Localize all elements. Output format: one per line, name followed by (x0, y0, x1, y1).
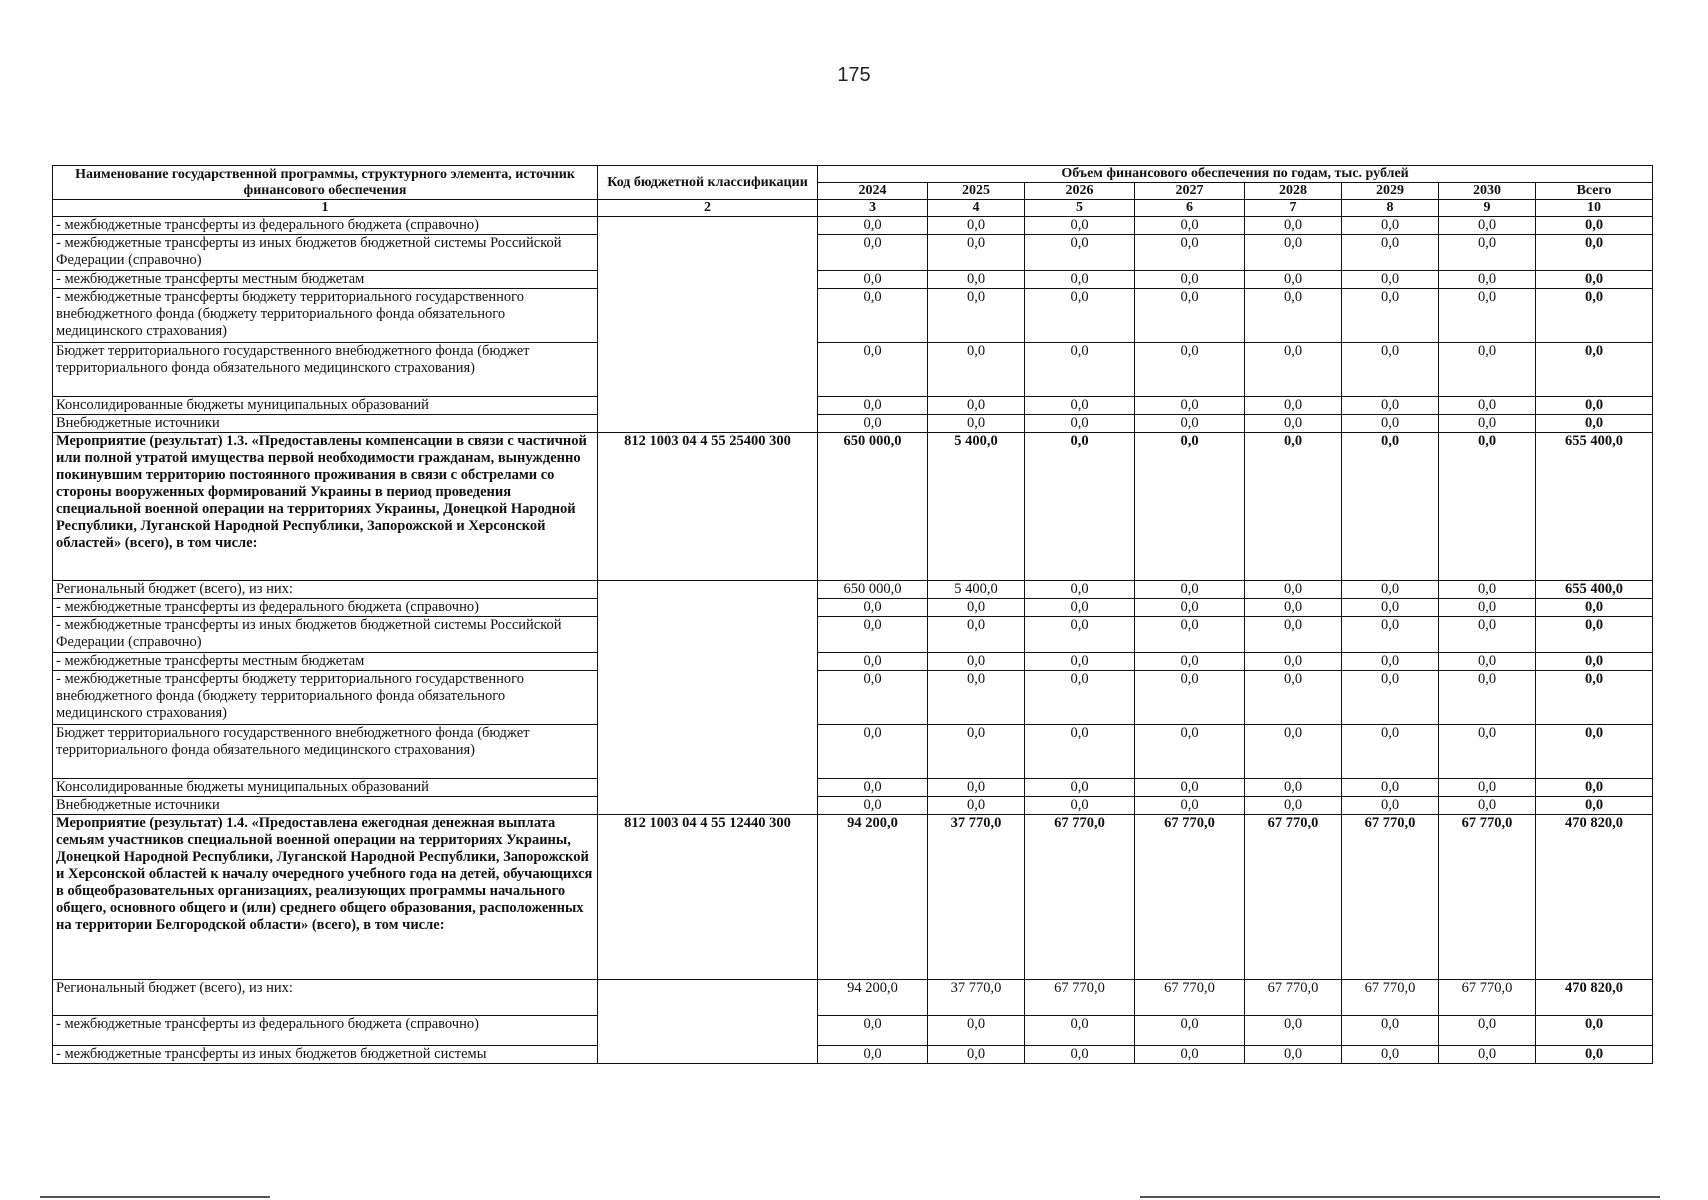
row-year-value: 0,0 (1439, 779, 1536, 797)
row-year-value: 0,0 (1135, 725, 1245, 779)
row-year-value: 0,0 (1342, 289, 1439, 343)
empty-code-cell (598, 581, 818, 815)
row-year-value: 0,0 (1439, 289, 1536, 343)
row-year-value: 0,0 (928, 1016, 1025, 1046)
row-year-value: 5 400,0 (928, 433, 1025, 581)
row-year-value: 0,0 (1135, 599, 1245, 617)
row-year-value: 0,0 (1439, 415, 1536, 433)
row-year-value: 94 200,0 (818, 980, 928, 1016)
header-year: 2028 (1245, 183, 1342, 200)
row-year-value: 0,0 (928, 289, 1025, 343)
table-row (53, 1046, 1653, 1064)
row-year-value: 0,0 (1025, 617, 1135, 653)
row-year-value: 67 770,0 (1342, 980, 1439, 1016)
row-year-value: 0,0 (1245, 343, 1342, 397)
row-year-value: 0,0 (1342, 725, 1439, 779)
row-name: - межбюджетные трансферты из иных бюджетов бюджетной системы Российской Федерации (справочно) (53, 235, 598, 271)
scan-artifact-left (40, 1196, 270, 1198)
row-total-value: 470 820,0 (1536, 980, 1653, 1016)
row-year-value: 0,0 (1245, 1016, 1342, 1046)
row-total-value: 0,0 (1536, 217, 1653, 235)
empty-code-cell (598, 217, 818, 433)
row-name: - межбюджетные трансферты из иных бюджетов бюджетной системы (53, 1046, 598, 1064)
row-year-value: 0,0 (928, 617, 1025, 653)
row-year-value: 0,0 (1135, 235, 1245, 271)
row-year-value: 67 770,0 (1135, 815, 1245, 980)
row-year-value: 0,0 (1135, 271, 1245, 289)
column-index: 2 (598, 200, 818, 217)
row-year-value: 0,0 (1342, 797, 1439, 815)
row-year-value: 67 770,0 (1025, 815, 1135, 980)
row-year-value: 0,0 (818, 271, 928, 289)
row-name: - межбюджетные трансферты местным бюджетам (53, 271, 598, 289)
row-year-value: 0,0 (1245, 797, 1342, 815)
row-year-value: 94 200,0 (818, 815, 928, 980)
row-year-value: 0,0 (1135, 581, 1245, 599)
row-year-value: 0,0 (1342, 653, 1439, 671)
row-year-value: 0,0 (1245, 779, 1342, 797)
row-year-value: 0,0 (1135, 1046, 1245, 1064)
row-year-value: 0,0 (928, 271, 1025, 289)
row-year-value: 0,0 (1135, 653, 1245, 671)
row-year-value: 0,0 (1439, 235, 1536, 271)
row-year-value: 0,0 (1135, 779, 1245, 797)
row-name: Консолидированные бюджеты муниципальных образований (53, 397, 598, 415)
row-year-value: 0,0 (1025, 397, 1135, 415)
row-total-value: 0,0 (1536, 415, 1653, 433)
row-name: Региональный бюджет (всего), из них: (53, 581, 598, 599)
row-year-value: 0,0 (818, 725, 928, 779)
row-year-value: 0,0 (928, 671, 1025, 725)
table-row (53, 725, 1653, 779)
row-year-value: 0,0 (1342, 235, 1439, 271)
row-year-value: 67 770,0 (1245, 980, 1342, 1016)
row-year-value: 0,0 (1245, 671, 1342, 725)
row-total-value: 0,0 (1536, 235, 1653, 271)
row-year-value: 0,0 (818, 235, 928, 271)
row-year-value: 0,0 (928, 415, 1025, 433)
header-year: 2024 (818, 183, 928, 200)
row-year-value: 650 000,0 (818, 581, 928, 599)
row-year-value: 0,0 (1342, 343, 1439, 397)
row-year-value: 67 770,0 (1439, 980, 1536, 1016)
row-year-value: 0,0 (818, 653, 928, 671)
row-name: - межбюджетные трансферты бюджету территориального государственного внебюджетного фонда (бюджету территориального фонда обязательного медицинского страхования) (53, 671, 598, 725)
row-year-value: 0,0 (1439, 581, 1536, 599)
column-index: 9 (1439, 200, 1536, 217)
table-row (53, 797, 1653, 815)
row-year-value: 0,0 (928, 779, 1025, 797)
row-name: Мероприятие (результат) 1.3. «Предоставлены компенсации в связи с частичной или полной утратой имущества первой необходимости гражданам, вынужденно покинувшим территорию постоянного проживания в связи с обстрелами со стороны вооруженных формирований Украины в период проведения специальной военной операции на территориях Украины, Донецкой Народной Республики, Луганской Народной Республики, Запорожской и Херсонской областей» (всего), в том числе: (53, 433, 598, 581)
row-year-value: 0,0 (1342, 671, 1439, 725)
row-year-value: 0,0 (1439, 217, 1536, 235)
header-name-column: Наименование государственной программы, структурного элемента, источник финансового обеспечения (53, 166, 598, 200)
row-year-value: 0,0 (928, 397, 1025, 415)
row-budget-code: 812 1003 04 4 55 12440 300 (598, 815, 818, 980)
table-row (53, 1016, 1653, 1046)
table-row (53, 617, 1653, 653)
row-year-value: 0,0 (1025, 725, 1135, 779)
financing-table (52, 165, 1653, 1064)
row-year-value: 0,0 (1439, 725, 1536, 779)
row-year-value: 0,0 (1135, 1016, 1245, 1046)
table-row (53, 415, 1653, 433)
row-year-value: 0,0 (1342, 617, 1439, 653)
header-year: 2030 (1439, 183, 1536, 200)
row-year-value: 0,0 (1439, 653, 1536, 671)
row-year-value: 0,0 (1439, 271, 1536, 289)
table-row (53, 671, 1653, 725)
table-header (53, 166, 1653, 217)
row-year-value: 0,0 (818, 217, 928, 235)
row-total-value: 0,0 (1536, 797, 1653, 815)
table-row (53, 289, 1653, 343)
row-year-value: 5 400,0 (928, 581, 1025, 599)
row-name: Внебюджетные источники (53, 415, 598, 433)
table-row (53, 599, 1653, 617)
row-year-value: 0,0 (1439, 343, 1536, 397)
row-year-value: 0,0 (1439, 1016, 1536, 1046)
row-year-value: 0,0 (1025, 1016, 1135, 1046)
row-year-value: 0,0 (818, 1016, 928, 1046)
row-year-value: 0,0 (818, 797, 928, 815)
row-year-value: 0,0 (1135, 433, 1245, 581)
table-row-activity (53, 815, 1653, 980)
row-year-value: 0,0 (818, 415, 928, 433)
row-year-value: 0,0 (1025, 671, 1135, 725)
row-year-value: 67 770,0 (1342, 815, 1439, 980)
row-name: - межбюджетные трансферты из иных бюджетов бюджетной системы Российской Федерации (справочно) (53, 617, 598, 653)
row-year-value: 0,0 (1245, 433, 1342, 581)
row-name: - межбюджетные трансферты бюджету территориального государственного внебюджетного фонда (бюджету территориального фонда обязательного медицинского страхования) (53, 289, 598, 343)
row-year-value: 0,0 (1245, 599, 1342, 617)
column-index: 8 (1342, 200, 1439, 217)
row-year-value: 67 770,0 (1245, 815, 1342, 980)
row-year-value: 0,0 (928, 235, 1025, 271)
row-year-value: 0,0 (1025, 1046, 1135, 1064)
table-row (53, 217, 1653, 235)
row-year-value: 0,0 (1135, 343, 1245, 397)
row-year-value: 0,0 (928, 343, 1025, 397)
row-year-value: 0,0 (1245, 1046, 1342, 1064)
row-year-value: 0,0 (1439, 1046, 1536, 1064)
empty-code-cell (598, 980, 818, 1064)
row-year-value: 0,0 (1135, 797, 1245, 815)
row-year-value: 37 770,0 (928, 980, 1025, 1016)
row-year-value: 0,0 (1025, 599, 1135, 617)
row-year-value: 0,0 (1439, 671, 1536, 725)
row-year-value: 0,0 (818, 397, 928, 415)
column-index: 1 (53, 200, 598, 217)
row-year-value: 0,0 (1025, 415, 1135, 433)
row-year-value: 0,0 (1245, 289, 1342, 343)
row-year-value: 0,0 (1245, 617, 1342, 653)
row-year-value: 0,0 (1135, 617, 1245, 653)
row-year-value: 0,0 (1439, 797, 1536, 815)
row-year-value: 0,0 (1025, 797, 1135, 815)
row-year-value: 0,0 (818, 343, 928, 397)
row-year-value: 0,0 (1245, 581, 1342, 599)
row-total-value: 0,0 (1536, 725, 1653, 779)
row-year-value: 0,0 (1245, 397, 1342, 415)
row-total-value: 0,0 (1536, 779, 1653, 797)
row-year-value: 0,0 (1245, 653, 1342, 671)
table-row (53, 779, 1653, 797)
row-year-value: 0,0 (1342, 1046, 1439, 1064)
table-row (53, 235, 1653, 271)
table-row (53, 343, 1653, 397)
row-year-value: 0,0 (1025, 289, 1135, 343)
row-year-value: 0,0 (1342, 599, 1439, 617)
row-year-value: 0,0 (818, 1046, 928, 1064)
row-name: Внебюджетные источники (53, 797, 598, 815)
row-year-value: 0,0 (1135, 397, 1245, 415)
table-row (53, 581, 1653, 599)
table-row (53, 653, 1653, 671)
table-row-activity (53, 433, 1653, 581)
row-year-value: 0,0 (1342, 217, 1439, 235)
header-total: Всего (1536, 183, 1653, 200)
row-year-value: 67 770,0 (1135, 980, 1245, 1016)
header-year: 2025 (928, 183, 1025, 200)
row-total-value: 655 400,0 (1536, 433, 1653, 581)
row-year-value: 67 770,0 (1439, 815, 1536, 980)
row-year-value: 37 770,0 (928, 815, 1025, 980)
row-year-value: 0,0 (818, 671, 928, 725)
row-year-value: 67 770,0 (1025, 980, 1135, 1016)
row-name: Консолидированные бюджеты муниципальных образований (53, 779, 598, 797)
table-row (53, 271, 1653, 289)
row-year-value: 0,0 (1025, 653, 1135, 671)
row-year-value: 0,0 (818, 599, 928, 617)
row-total-value: 0,0 (1536, 343, 1653, 397)
row-year-value: 0,0 (1342, 779, 1439, 797)
header-code-column: Код бюджетной классификации (598, 166, 818, 200)
column-index: 5 (1025, 200, 1135, 217)
row-total-value: 0,0 (1536, 617, 1653, 653)
row-year-value: 0,0 (1135, 415, 1245, 433)
row-year-value: 0,0 (1245, 217, 1342, 235)
row-year-value: 0,0 (818, 779, 928, 797)
header-year: 2026 (1025, 183, 1135, 200)
row-year-value: 0,0 (1342, 397, 1439, 415)
row-year-value: 0,0 (1025, 271, 1135, 289)
page-number: 175 (837, 64, 871, 86)
row-total-value: 0,0 (1536, 653, 1653, 671)
row-total-value: 0,0 (1536, 671, 1653, 725)
row-year-value: 0,0 (1439, 397, 1536, 415)
row-name: Мероприятие (результат) 1.4. «Предоставлена ежегодная денежная выплата семьям участников специальной военной операции на территориях Украины, Донецкой Народной Республики, Луганской Народной Республики, Запорожской и Херсонской областей к началу очередного учебного года на детей, обучающихся в общеобразовательных организациях, реализующих программы начального общего, основного общего и (или) среднего общего образования, расположенных на территории Белгородской области» (всего), в том числе: (53, 815, 598, 980)
row-total-value: 470 820,0 (1536, 815, 1653, 980)
row-name: Бюджет территориального государственного внебюджетного фонда (бюджет территориального фонда обязательного медицинского страхования) (53, 725, 598, 779)
row-year-value: 0,0 (1245, 271, 1342, 289)
row-total-value: 655 400,0 (1536, 581, 1653, 599)
row-year-value: 0,0 (1245, 415, 1342, 433)
column-index: 10 (1536, 200, 1653, 217)
row-year-value: 0,0 (1135, 217, 1245, 235)
row-year-value: 0,0 (928, 1046, 1025, 1064)
row-total-value: 0,0 (1536, 599, 1653, 617)
row-year-value: 0,0 (1025, 343, 1135, 397)
column-index: 7 (1245, 200, 1342, 217)
row-name: - межбюджетные трансферты из федерального бюджета (справочно) (53, 599, 598, 617)
row-year-value: 0,0 (1245, 725, 1342, 779)
row-year-value: 0,0 (1342, 581, 1439, 599)
row-year-value: 0,0 (818, 289, 928, 343)
row-year-value: 0,0 (1439, 433, 1536, 581)
header-year: 2029 (1342, 183, 1439, 200)
row-year-value: 0,0 (1245, 235, 1342, 271)
row-year-value: 0,0 (1342, 1016, 1439, 1046)
row-year-value: 0,0 (1025, 779, 1135, 797)
row-total-value: 0,0 (1536, 289, 1653, 343)
row-year-value: 0,0 (1025, 433, 1135, 581)
row-year-value: 0,0 (1025, 235, 1135, 271)
row-name: - межбюджетные трансферты из федерального бюджета (справочно) (53, 217, 598, 235)
row-total-value: 0,0 (1536, 1016, 1653, 1046)
row-year-value: 0,0 (1025, 581, 1135, 599)
row-year-value: 0,0 (928, 797, 1025, 815)
row-name: - межбюджетные трансферты местным бюджетам (53, 653, 598, 671)
row-year-value: 0,0 (1025, 217, 1135, 235)
row-year-value: 0,0 (1135, 289, 1245, 343)
row-total-value: 0,0 (1536, 397, 1653, 415)
row-year-value: 0,0 (928, 725, 1025, 779)
table-body (53, 217, 1653, 1064)
row-year-value: 0,0 (1342, 433, 1439, 581)
row-name: Бюджет территориального государственного внебюджетного фонда (бюджет территориального фонда обязательного медицинского страхования) (53, 343, 598, 397)
table-row (53, 397, 1653, 415)
row-year-value: 0,0 (1439, 617, 1536, 653)
table-row (53, 980, 1653, 1016)
row-year-value: 650 000,0 (818, 433, 928, 581)
row-total-value: 0,0 (1536, 1046, 1653, 1064)
column-index: 4 (928, 200, 1025, 217)
row-year-value: 0,0 (1439, 599, 1536, 617)
column-index: 3 (818, 200, 928, 217)
row-budget-code: 812 1003 04 4 55 25400 300 (598, 433, 818, 581)
header-year: 2027 (1135, 183, 1245, 200)
row-total-value: 0,0 (1536, 271, 1653, 289)
row-name: Региональный бюджет (всего), из них: (53, 980, 598, 1016)
row-name: - межбюджетные трансферты из федерального бюджета (справочно) (53, 1016, 598, 1046)
row-year-value: 0,0 (1342, 415, 1439, 433)
row-year-value: 0,0 (818, 617, 928, 653)
row-year-value: 0,0 (928, 599, 1025, 617)
row-year-value: 0,0 (1342, 271, 1439, 289)
header-volume-column: Объем финансового обеспечения по годам, тыс. рублей (818, 166, 1653, 183)
scan-artifact-right (1140, 1196, 1660, 1198)
row-year-value: 0,0 (928, 653, 1025, 671)
row-year-value: 0,0 (928, 217, 1025, 235)
column-index: 6 (1135, 200, 1245, 217)
row-year-value: 0,0 (1135, 671, 1245, 725)
